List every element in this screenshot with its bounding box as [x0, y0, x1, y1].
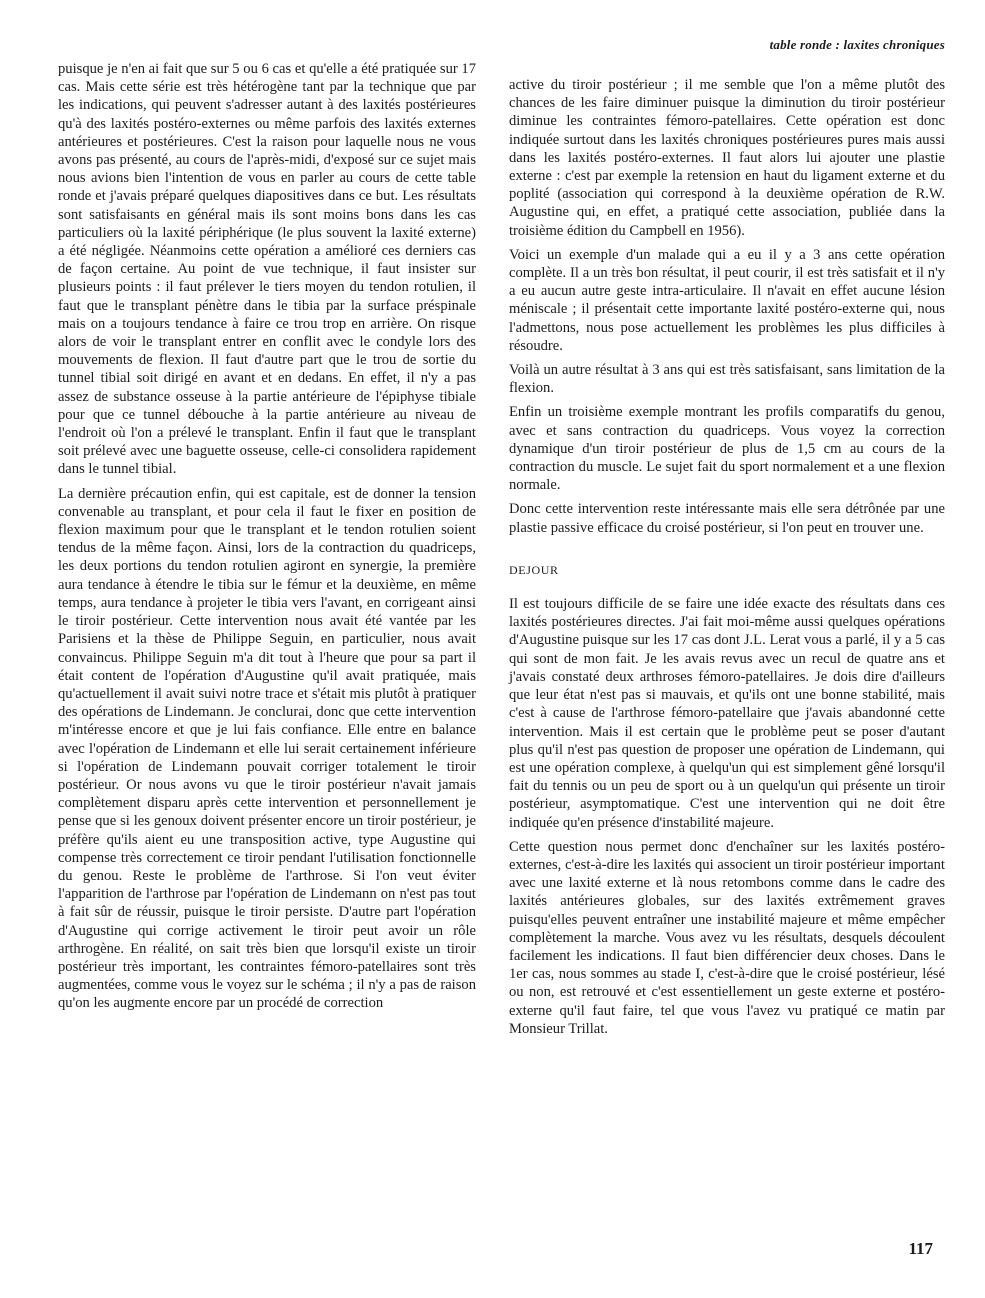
paragraph: active du tiroir postérieur ; il me semble que l'on a même plutôt des chances de les faire diminuer puisque la diminution du tiroir postérieur diminue les contraintes fémoro-patellaires. Cette opération est donc indiquée surtout dans les laxités chroniques postérieures pures mais aussi dans les laxités postéro-externes. Il faut alors lui ajouter une plastie externe : c'est par exemple la retension en haut du ligament externe et du poplité (association qui correspond à la deuxième opération de R.W. Augustine qui, en effet, a pratiqué cette association, publiée dans la troisième édition du Campbell en 1956). [509, 77, 945, 239]
paragraph: puisque je n'en ai fait que sur 5 ou 6 cas et qu'elle a été pratiquée sur 17 cas. Mais cette série est très hétérogène tant par la technique que par les indications, qui peuvent s'adresser autant à des laxités postérieures qu'à des laxités postéro-externes ou même parfois des laxités externes antérieures et postérieures. C'est la raison pour laquelle nous ne vous avons pas présenté, au cours de l'après-midi, d'exposé sur ce sujet mais nous avions bien l'intention de vous en parler au cours de cette table ronde et j'avais préparé quelques diapositives dans ce but. Les résultats sont satisfaisants en général mais ils sont moins bons dans les cas particuliers où la laxité périphérique (le plus souvent la laxité externe) a été négligée. Néanmoins cette opération a amélioré ces derniers cas de façon certaine. Au point de vue technique, il faut insister sur plusieurs points : il faut prélever le tiers moyen du tendon rotulien, il faut que le transplant pénètre dans le tibia par la surface préspinale mais on a toujours tendance à faire ce trou trop en arrière. On risque alors de voir le transplant entrer en conflit avec le condyle lors des mouvements de flexion. Il faut d'autre part que le trou de sortie du tunnel tibial soit dirigé en avant et en dedans. En effet, il n'y a pas assez de substance osseuse à la partie antérieure de l'épiphyse tibiale pour que ce tunnel débouche à la partie antérieure au niveau de l'endroit où l'on a prélevé le transplant. Enfin il faut que le transplant soit prélevé avec une baguette osseuse, celle-ci consolidera rapidement dans le tunnel tibial. [58, 61, 476, 478]
paragraph: Enfin un troisième exemple montrant les profils comparatifs du genou, avec et sans contraction du quadriceps. Vous voyez la correction dynamique d'un tiroir postérieur de plus de 1,5 cm au cours de la contraction du muscle. Le sujet fait du sport normalement et a une flexion normale. [509, 404, 945, 494]
left-column [58, 60, 476, 1019]
paragraph: Voici un exemple d'un malade qui a eu il y a 3 ans cette opération complète. Il a un très bon résultat, il peut courir, il est très satisfait et il n'y a eu aucun autre geste intra-articulaire. Il n'avait en effet aucune lésion méniscale ; il présentait cette importante laxité postéro-externe qui, nous l'admettons, nous pose actuellement les problèmes les plus difficiles à résoudre. [509, 246, 945, 354]
speaker-name: DEJOUR [509, 562, 559, 577]
paragraph: Voilà un autre résultat à 3 ans qui est très satisfaisant, sans limitation de la flexion. [509, 362, 945, 397]
page-number: 117 [908, 1239, 933, 1258]
paragraph: La dernière précaution enfin, qui est capitale, est de donner la tension convenable au transplant, et pour cela il faut le fixer en position de flexion maximum pour que le transplant et le tendon rotulien soient tendus de la même façon. Ainsi, lors de la contraction du quadriceps, les deux portions du tendon rotulien agiront en synergie, la première aura tendance à étendre le tibia sur le fémur et la deuxième, en même temps, aura tendance à projeter le tibia vers l'avant, en corrigeant ainsi le tiroir postérieur. Cette intervention nous avait été vantée par les Parisiens et la thèse de Philippe Seguin, en particulier, nous avait convaincus. Philippe Seguin m'a dit tout à l'heure que pour sa part il était content de l'opération d'Augustine qu'il avait pratiquée, mais qu'actuellement il avait suivi notre trace et s'était mis plutôt à pratiquer des opérations de Lindemann. Je conclurai, donc que cette intervention m'intéresse encore et que je lui fais confiance. Elle entre en balance avec l'opération de Lindemann et elle lui serait certainement inférieure si l'opération de Lindemann pouvait corriger totalement le tiroir postérieur. Or nous avons vu que le tiroir postérieur n'avait jamais complètement disparu après cette intervention et personnellement je pense que si les genoux doivent présenter encore un tiroir postérieur, je préfère qu'ils aient eu une transposition active, type Augustine qui compense très correctement ce tiroir pendant l'utilisation fonctionnelle du genou. Reste le problème de l'arthrose. Si l'on veut éviter l'apparition de l'arthrose par l'opération de Lindemann on n'est pas tout à fait sûr de réussir, puisque le tiroir persiste. D'autre part l'opération d'Augustine qui corrige activement le tiroir peut avoir un rôle arthrogène. En réalité, on sait très bien que lorsqu'il existe un tiroir postérieur très important, les contraintes fémoro-patellaires sont très augmentées, comme vous le voyez sur le schéma ; il n'y a pas de raison qu'on les augmente encore par un procédé de correction [58, 485, 476, 1012]
paragraph: Il est toujours difficile de se faire une idée exacte des résultats dans ces laxités postérieures directes. J'ai fait moi-même aussi quelques opérations d'Augustine puisque sur les 17 cas dont J.L. Lerat vous a parlé, il y a 5 cas qui sont de mon fait. Je les avais revus avec un recul de quatre ans et j'avais constaté deux arthroses fémoro-patellaires. Je dois dire d'ailleurs que leur état n'est pas si mauvais, et qu'ils ont une bonne stabilité, mais c'est à cause de l'arthrose fémoro-patellaire que j'avais abandonné cette intervention. Mais il est certain que le problème peut se poser d'autant plus qu'il n'est pas question de proposer une opération de Lindemann, qui est une opération complexe, à quelqu'un qui est simplement gêné lorsqu'il fait du tennis ou un peu de sport ou à un quelqu'un qui présente un tiroir postérieur, asymptomatique. C'est une intervention qui ne doit être indiquée qu'en présence d'instabilité majeure. [509, 596, 945, 831]
paragraph: Cette question nous permet donc d'enchaîner sur les laxités postéro-externes, c'est-à-dire les laxités qui associent un tiroir postérieur important avec une laxité externe et là nous retombons comme dans le cadre des laxités antérieures globales, sur des laxités extrêmement graves puisqu'elles peuvent entraîner une instabilité majeure et même empêcher complètement la marche. Vous avez vu les résultats, desquels découlent facilement les indications. Il faut bien différencier deux choses. Dans le 1er cas, nous sommes au stade I, c'est-à-dire que le croisé postérieur, lésé ou non, est retrouvé et c'est essentiellement un geste externe et postéro-externe qu'il faut faire, tel que vous l'avez vu pratiqué ce matin par Monsieur Trillat. [509, 838, 945, 1037]
running-header: table ronde : laxites chroniques [769, 37, 945, 52]
right-column [509, 76, 945, 1044]
paragraph: Donc cette intervention reste intéressante mais elle sera détrônée par une plastie passive efficace du croisé postérieur, si l'on peut en trouver une. [509, 501, 945, 536]
